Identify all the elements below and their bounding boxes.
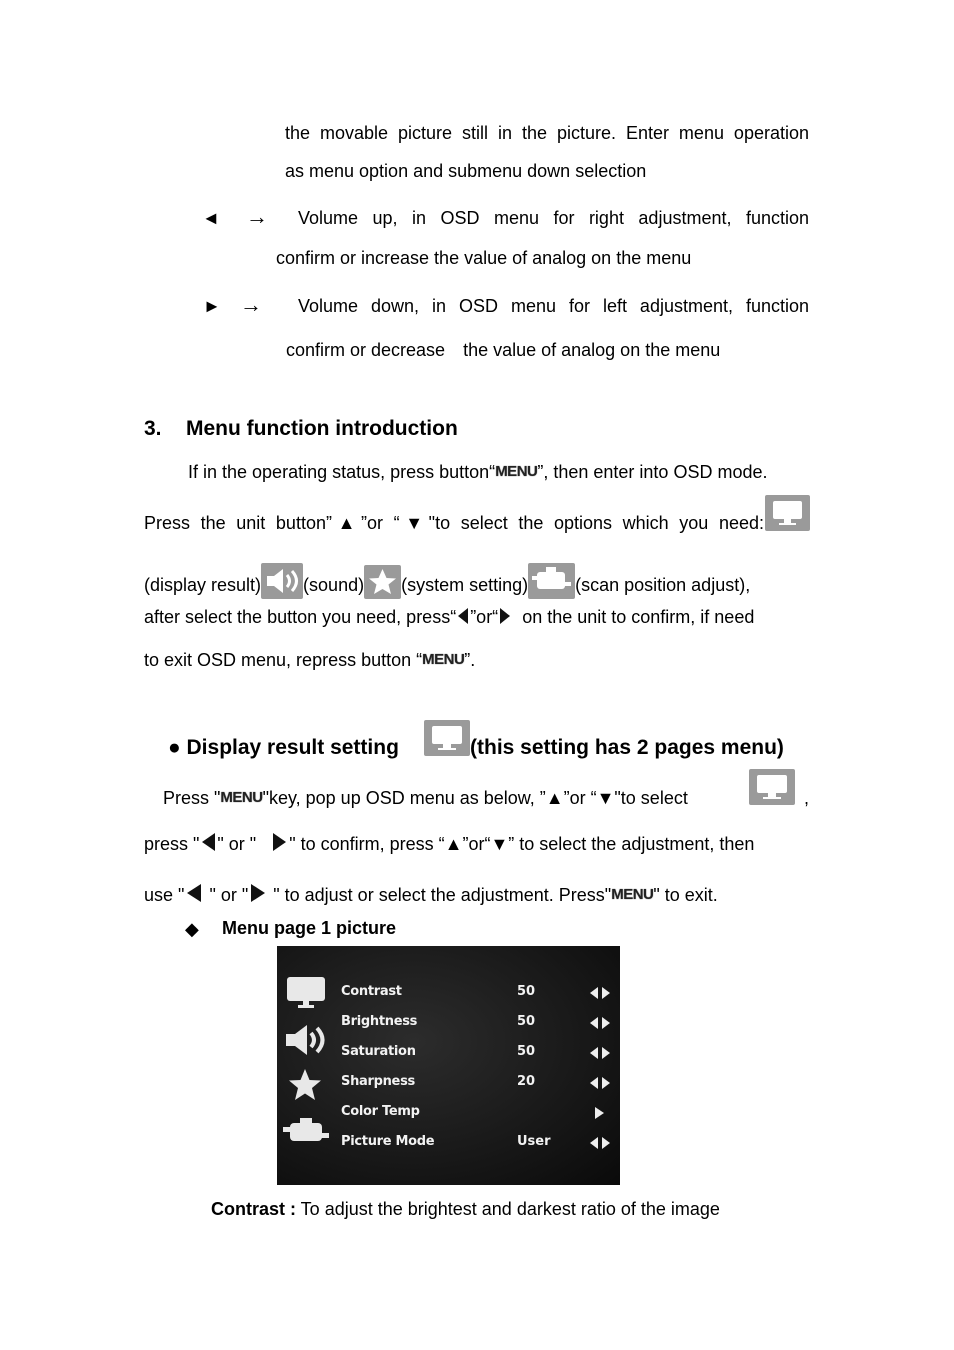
- osd-value: 50: [517, 1014, 536, 1029]
- menu-page-label: Menu page 1 picture: [222, 918, 397, 938]
- left-right-arrows-icon: [590, 1077, 610, 1089]
- right-key-symbol: ►: [203, 296, 221, 316]
- osd-label: Contrast: [341, 984, 402, 999]
- caption-term: Contrast :: [211, 1199, 296, 1219]
- intro-line-2: as menu option and submenu down selection: [285, 161, 647, 181]
- left-right-arrows-icon: [590, 1047, 610, 1059]
- menu-key-icon: MENU: [422, 651, 465, 668]
- left-key-line-2: confirm or increase the value of analog on the menu: [276, 248, 692, 268]
- display-icon: [765, 495, 810, 536]
- osd-label: Picture Mode: [341, 1134, 435, 1149]
- scan-position-icon: [528, 563, 575, 599]
- left-key-symbol: ◄: [202, 208, 220, 228]
- display-line-1: Press "MENU"key, pop up OSD menu as below, ”▲”or “▼"to select: [163, 788, 688, 808]
- section3-paragraph-3: (display result) (sound) (system setting) (scan position adjust),: [144, 563, 810, 599]
- menu-key-icon: MENU: [495, 463, 538, 480]
- right-arrow-icon: [590, 1107, 610, 1119]
- osd-label: Brightness: [341, 1014, 418, 1029]
- section3-paragraph-1: If in the operating status, press button“MENU”, then enter into OSD mode.: [188, 462, 768, 482]
- osd-menu-picture: [277, 946, 620, 1185]
- right-key-arrow: →: [240, 292, 262, 317]
- section3-paragraph-4: after select the button you need, press“ ”or“ on the unit to confirm, if need: [144, 607, 755, 627]
- menu-key-icon: MENU: [220, 789, 263, 806]
- osd-value: 50: [517, 984, 536, 999]
- menu-key-icon: MENU: [611, 886, 654, 903]
- osd-row-sharpness: [277, 1074, 620, 1094]
- display-heading: ● Display result setting: [168, 736, 399, 759]
- osd-label: Color Temp: [341, 1104, 420, 1119]
- display-line-2: press " " or " " to confirm, press “▲”or“▼” to select the adjustment, then: [144, 834, 755, 854]
- osd-label: Sharpness: [341, 1074, 415, 1089]
- star-icon: [364, 565, 401, 599]
- section-number: 3.: [144, 417, 162, 440]
- caption-text: To adjust the brightest and darkest ratio of the image: [296, 1199, 720, 1219]
- left-arrow-icon: [184, 883, 204, 903]
- section-title: Menu function introduction: [186, 417, 458, 440]
- right-key-line-2: confirm or decrease the value of analog on the menu: [286, 340, 721, 360]
- section3-paragraph-2: Press the unit button”▲”or “▼"to select the options which you need:: [144, 513, 764, 533]
- right-key-line-1: Volume down, in OSD menu for left adjustment, function: [298, 296, 809, 316]
- display-line-1-icon: [749, 769, 795, 810]
- osd-value: 20: [517, 1074, 536, 1089]
- left-right-arrows-icon: [590, 987, 610, 999]
- osd-value: 50: [517, 1044, 536, 1059]
- display-line-1-end: ,: [804, 788, 810, 808]
- right-arrow-icon: [248, 883, 268, 903]
- section3-paragraph-5: to exit OSD menu, repress button “MENU”.: [144, 650, 476, 670]
- left-key-line-1: Volume up, in OSD menu for right adjustment, function: [298, 208, 809, 228]
- intro-line-1: the movable picture still in the picture. Enter menu operation: [285, 123, 809, 143]
- bullet-diamond: ◆: [185, 919, 199, 939]
- osd-row-brightness: [277, 1014, 620, 1034]
- left-right-arrows-icon: [590, 1137, 610, 1149]
- osd-row-picture-mode: [277, 1134, 620, 1154]
- left-right-arrows-icon: [590, 1017, 610, 1029]
- osd-row-color-temp: [277, 1104, 620, 1124]
- osd-label: Saturation: [341, 1044, 416, 1059]
- left-arrow-icon: [456, 607, 470, 625]
- display-heading-note: (this setting has 2 pages menu): [470, 736, 784, 759]
- osd-row-saturation: [277, 1044, 620, 1064]
- left-arrow-icon: [199, 832, 217, 852]
- osd-value: User: [517, 1134, 551, 1149]
- display-heading-icon: [424, 720, 470, 761]
- left-key-arrow: →: [246, 204, 268, 229]
- osd-row-contrast: [277, 984, 620, 1004]
- display-line-3: use " " or " " to adjust or select the adjustment. Press"MENU" to exit.: [144, 885, 718, 905]
- right-arrow-icon: [271, 832, 289, 852]
- contrast-caption: [211, 1199, 720, 1220]
- right-arrow-icon: [498, 607, 512, 625]
- sound-icon: [261, 563, 303, 599]
